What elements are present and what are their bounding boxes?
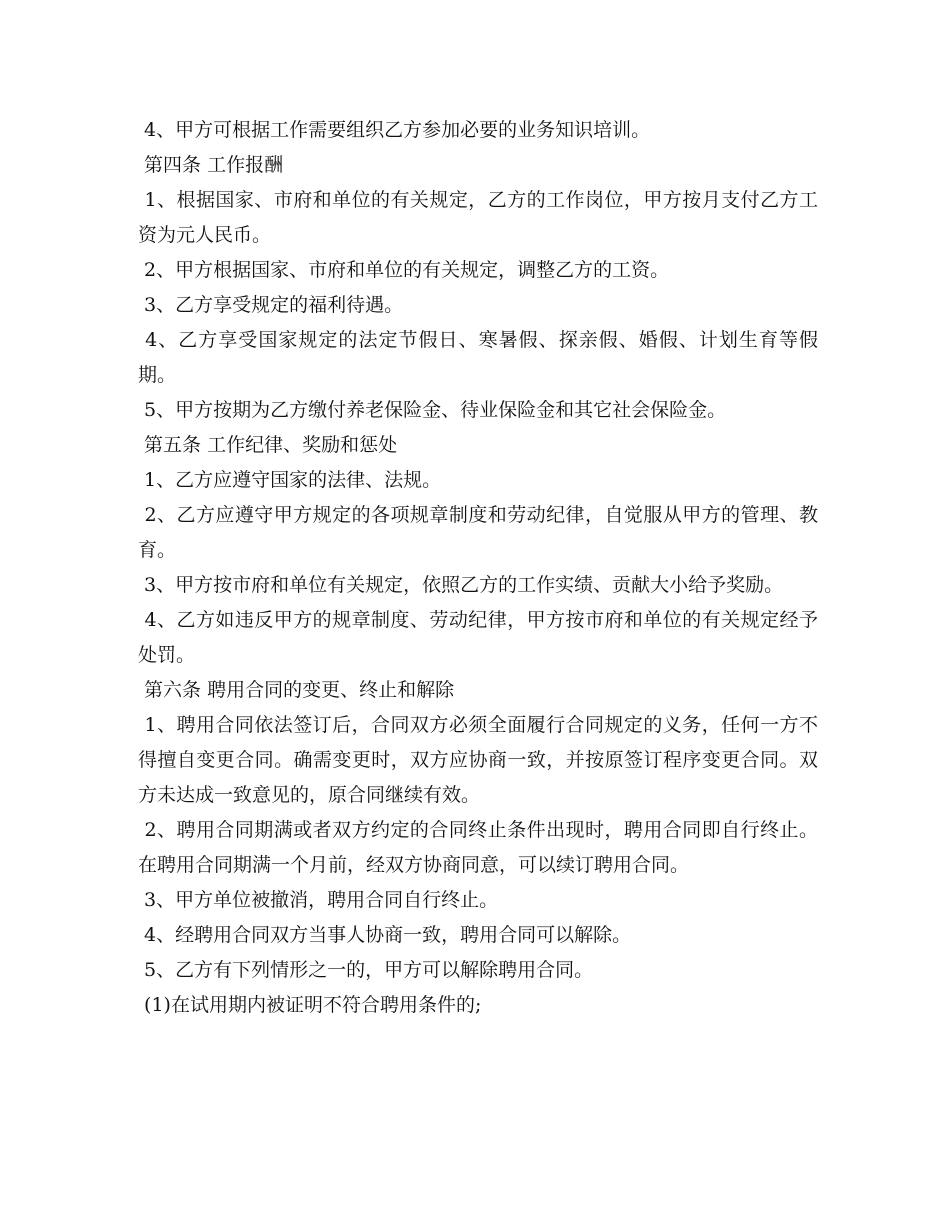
- heading-article-6: 第六条 聘用合同的变更、终止和解除: [138, 679, 455, 701]
- paragraph-obey-law: 1、乙方应遵守国家的法律、法规。: [138, 469, 442, 491]
- paragraph-welfare: 3、乙方享受规定的福利待遇。: [138, 294, 404, 316]
- paragraph-training: 4、甲方可根据工作需要组织乙方参加必要的业务知识培训。: [138, 119, 651, 141]
- paragraph-contract-change: 1、聘用合同依法签订后，合同双方必须全面履行合同规定的义务，任何一方不得擅自变更合同。确需变更时，双方应协商一致，并按原签订程序变更合同。双方未达成一致意见的，原合同继续有效。: [138, 714, 818, 806]
- paragraph-obey-rules: 2、乙方应遵守甲方规定的各项规章制度和劳动纪律，自觉服从甲方的管理、教育。: [138, 504, 818, 561]
- paragraph-penalties: 4、乙方如违反甲方的规章制度、劳动纪律，甲方按市府和单位的有关规定经予处罚。: [138, 609, 818, 666]
- paragraph-salary-adjustment: 2、甲方根据国家、市府和单位的有关规定，调整乙方的工资。: [138, 259, 670, 281]
- paragraph-dismissal-conditions: 5、乙方有下列情形之一的，甲方可以解除聘用合同。: [138, 959, 594, 981]
- paragraph-contract-expiry: 2、聘用合同期满或者双方约定的合同终止条件出现时，聘用合同即自行终止。在聘用合同期满一个月前，经双方协商同意，可以续订聘用合同。: [138, 819, 818, 876]
- paragraph-probation-failure: (1)在试用期内被证明不符合聘用条件的;: [138, 994, 482, 1016]
- heading-article-5: 第五条 工作纪律、奖励和惩处: [138, 434, 398, 456]
- paragraph-holidays: 4、乙方享受国家规定的法定节假日、寒暑假、探亲假、婚假、计划生育等假期。: [138, 329, 819, 386]
- paragraph-employer-dissolved: 3、甲方单位被撤消，聘用合同自行终止。: [138, 889, 499, 911]
- paragraph-salary: 1、根据国家、市府和单位的有关规定，乙方的工作岗位，甲方按月支付乙方工资为元人民币。: [138, 189, 818, 246]
- paragraph-mutual-termination: 4、经聘用合同双方当事人协商一致，聘用合同可以解除。: [138, 924, 632, 946]
- document-body: [138, 113, 818, 1023]
- heading-article-4: 第四条 工作报酬: [138, 154, 284, 176]
- paragraph-insurance: 5、甲方按期为乙方缴付养老保险金、待业保险金和其它社会保险金。: [138, 399, 727, 421]
- paragraph-rewards: 3、甲方按市府和单位有关规定，依照乙方的工作实绩、贡献大小给予奖励。: [138, 574, 784, 596]
